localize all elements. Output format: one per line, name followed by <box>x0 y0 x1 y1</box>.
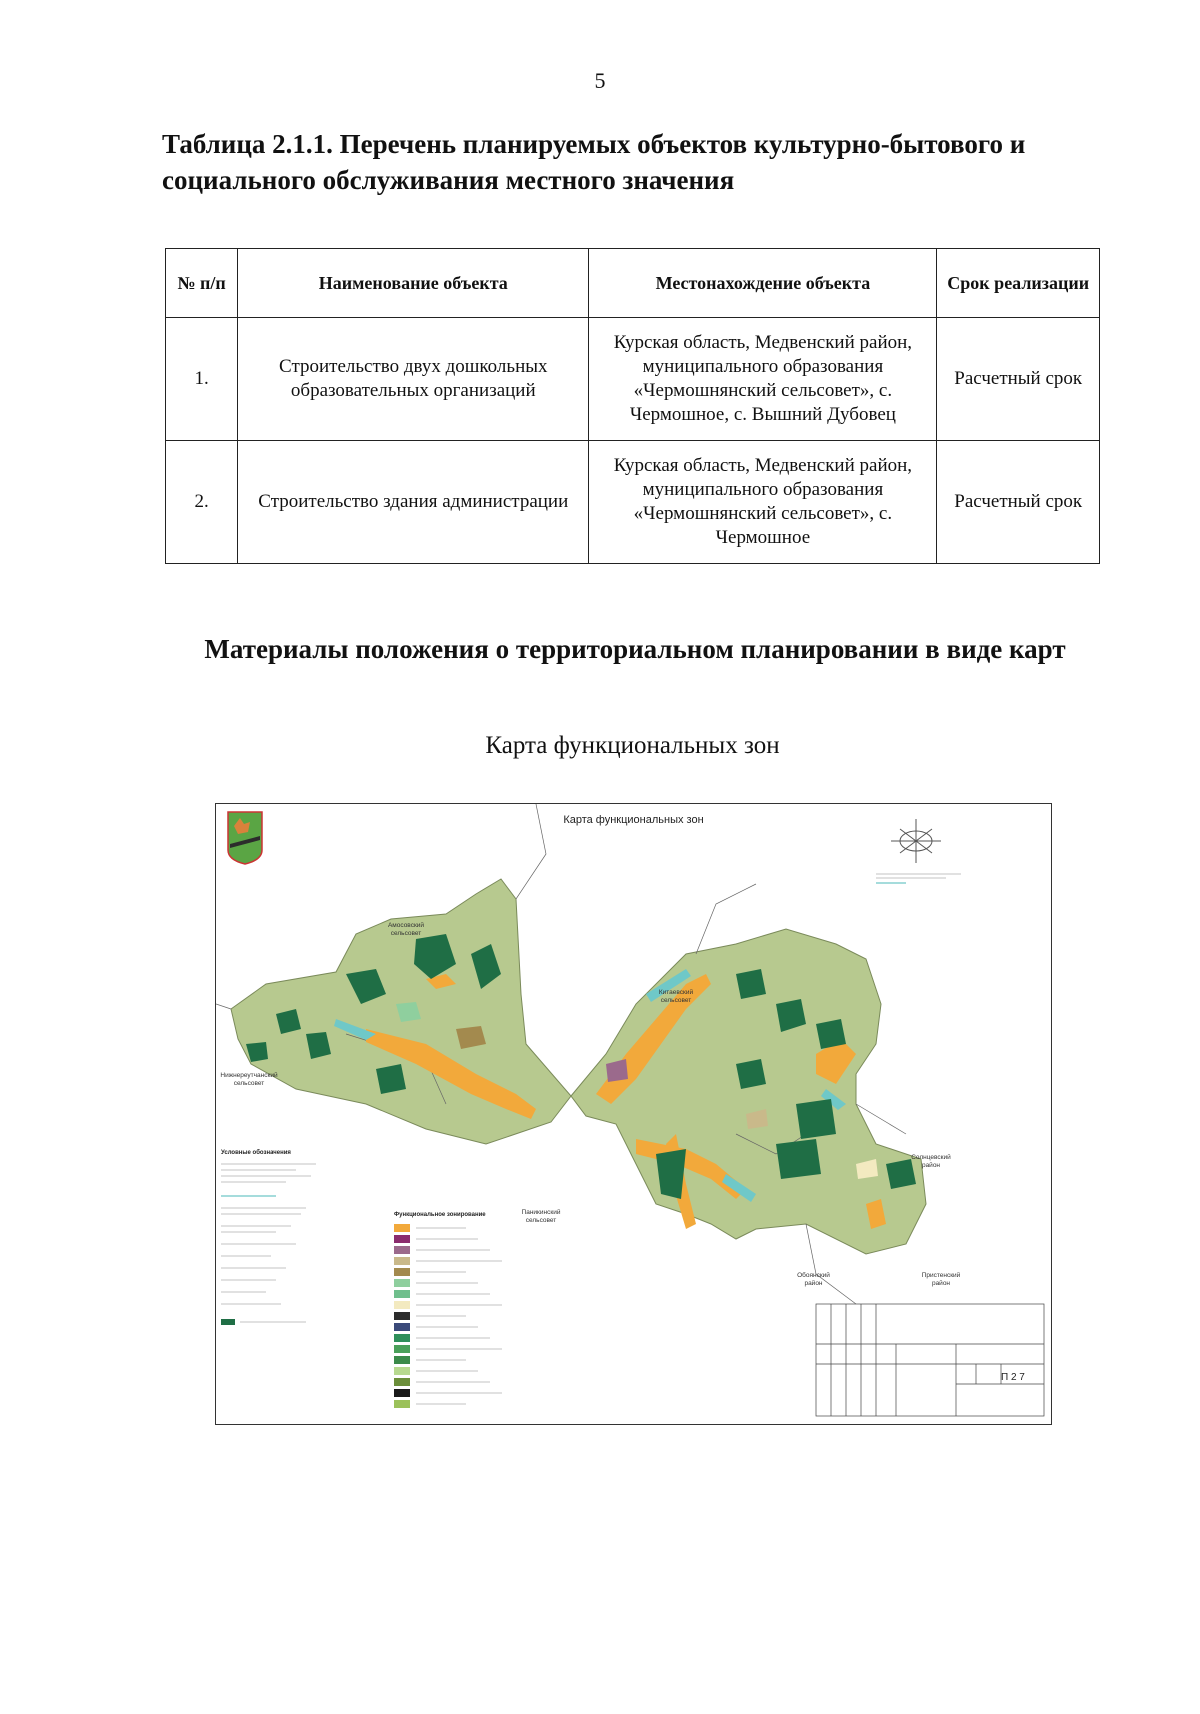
map-inner-title: Карта функциональных зон <box>563 814 704 826</box>
header-name: Наименование объекта <box>238 249 589 318</box>
header-number: № п/п <box>166 249 238 318</box>
legend-zone-swatch <box>394 1301 410 1309</box>
legend-conditional-title: Условные обозначения <box>221 1150 291 1156</box>
label-nizhnereutchansky: Нижнереутчанский сельсовет <box>220 1072 278 1087</box>
legend-zone-swatch <box>394 1400 410 1408</box>
legend-zone-swatch <box>394 1334 410 1342</box>
table-title: Таблица 2.1.1. Перечень планируемых объектов культурно-бытового и социального обслуживания местного значения <box>162 129 1026 195</box>
table-row <box>166 441 1100 564</box>
label-solntsevsky: Солнцевский район <box>911 1154 951 1169</box>
legend-zone-swatch <box>394 1356 410 1364</box>
legend-zone-swatch <box>394 1235 410 1243</box>
label-pristensky: Пристенский район <box>921 1272 961 1287</box>
legend-zone-swatch <box>394 1268 410 1276</box>
legend-zone-swatch <box>394 1378 410 1386</box>
title-block-stamp <box>816 1304 1044 1416</box>
table-header-row <box>166 249 1100 318</box>
legend-zone-swatch <box>394 1345 410 1353</box>
legend-conditional <box>221 1164 316 1325</box>
objects-table <box>165 248 1100 564</box>
row-number: 2. <box>166 441 238 564</box>
legend-zone-swatch <box>394 1323 410 1331</box>
legend-zone-swatch <box>394 1389 410 1397</box>
header-term: Срок реализации <box>937 249 1100 318</box>
section-title: Материалы положения о территориальном планировании в виде карт <box>204 634 1066 664</box>
label-panikinsky: Паникинский сельсовет <box>521 1209 561 1224</box>
legend-zone-swatch <box>394 1246 410 1254</box>
legend-zone-swatch <box>394 1312 410 1320</box>
map-subtitle: Карта функциональных зон <box>485 732 780 759</box>
legend-top-right <box>876 874 961 883</box>
row-term: Расчетный срок <box>937 318 1100 441</box>
legend-zone-swatch <box>394 1224 410 1232</box>
legend-zoning-title: Функциональное зонирование <box>394 1212 486 1218</box>
label-oboyansky: Обоянский район <box>797 1272 830 1287</box>
row-name: Строительство здания администрации <box>238 441 589 564</box>
legend-zone-swatch <box>394 1367 410 1375</box>
legend-zone-swatch <box>394 1257 410 1265</box>
legend-zone-swatch <box>394 1279 410 1287</box>
map-drawing <box>216 804 1051 1424</box>
row-location: Курская область, Медвенский район, муниципального образования «Чермошнянский сельсовет», с. Чермошное <box>589 441 937 564</box>
row-number: 1. <box>166 318 238 441</box>
row-location: Курская область, Медвенский район, муниципального образования «Чермошнянский сельсовет», с. Чермошное, с. Вышний Дубовец <box>589 318 937 441</box>
table-row <box>166 318 1100 441</box>
legend-zoning <box>394 1224 502 1408</box>
row-term: Расчетный срок <box>937 441 1100 564</box>
legend-zone-swatch <box>394 1290 410 1298</box>
row-name: Строительство двух дошкольных образовательных организаций <box>238 318 589 441</box>
header-location: Местонахождение объекта <box>589 249 937 318</box>
stamp-sheet-label: П 2 7 <box>1001 1372 1025 1383</box>
label-amosovsky: Амосовский сельсовет <box>387 922 425 937</box>
page-number: 5 <box>594 68 606 93</box>
label-kitaevsky: Китаевский сельсовет <box>658 989 694 1004</box>
functional-zones-map <box>215 803 1052 1425</box>
